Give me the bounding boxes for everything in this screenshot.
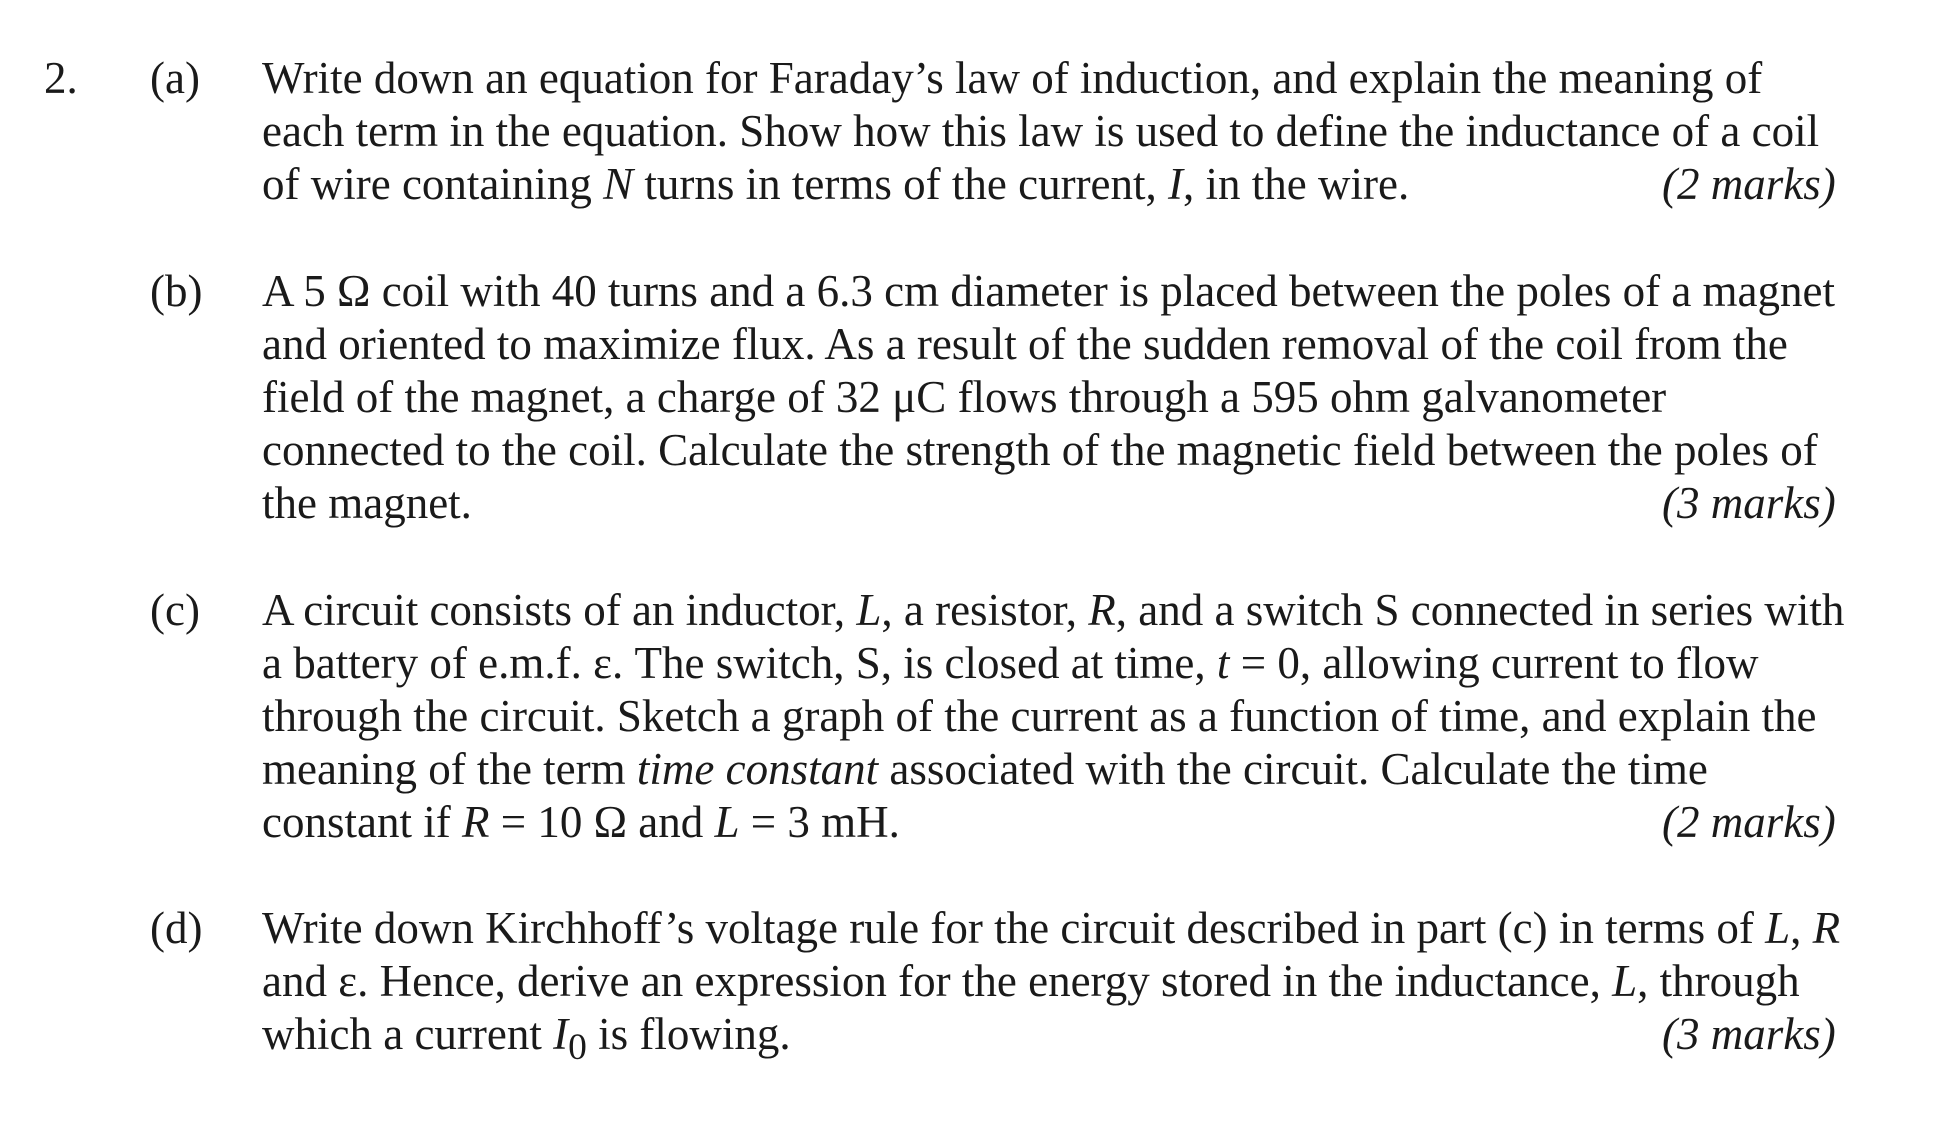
variable-L: L xyxy=(1612,956,1638,1006)
variable-R: R xyxy=(1812,903,1841,953)
part-c-text xyxy=(262,584,1912,849)
text-run: , xyxy=(1790,903,1813,953)
part-d-line-2 xyxy=(262,955,1912,1008)
text-run: Write down Kirchhoff’s voltage rule for the circuit described in part (c) in terms of xyxy=(262,903,1766,953)
part-c-line-1 xyxy=(262,584,1912,637)
part-d-label: (d) xyxy=(150,903,203,953)
text-run: , and a switch S connected in series with xyxy=(1115,585,1845,635)
text-run: associated with the circuit. Calculate the time xyxy=(878,744,1708,794)
text-run: = 10 Ω and xyxy=(489,797,715,847)
part-a-marks: (2 marks) xyxy=(1662,159,1836,209)
part-d-marks: (3 marks) xyxy=(1662,1009,1836,1059)
part-b-marks: (3 marks) xyxy=(1662,478,1836,528)
text-run: , through xyxy=(1637,956,1800,1006)
variable-L: L xyxy=(714,797,740,847)
part-d-text xyxy=(262,902,1912,1068)
part-a-line-3 xyxy=(262,158,1912,211)
variable-R: R xyxy=(1088,585,1116,635)
variable-N: N xyxy=(603,159,634,209)
part-a-line-2: each term in the equation. Show how this law is used to define the inductance of a coil xyxy=(262,106,1820,156)
part-a-line-1: Write down an equation for Faraday’s law of induction, and explain the meaning of xyxy=(262,53,1763,103)
variable-L: L xyxy=(856,585,882,635)
text-run: is flowing. xyxy=(586,1009,791,1059)
part-a-text xyxy=(262,52,1912,211)
text-run: = 3 mH. xyxy=(739,797,900,847)
text-run: , a resistor, xyxy=(881,585,1089,635)
part-c-line-2 xyxy=(262,637,1912,690)
part-c-line-4 xyxy=(262,743,1912,796)
part-b-line-5 xyxy=(262,477,1912,530)
text-run: constant if xyxy=(262,797,462,847)
variable-R: R xyxy=(461,797,490,847)
text-run: the magnet. xyxy=(262,478,472,528)
text-run: and ε. Hence, derive an expression for the energy stored in the inductance, xyxy=(262,956,1613,1006)
part-b-text xyxy=(262,265,1912,530)
text-run: which a current xyxy=(262,1009,554,1059)
part-c-line-5 xyxy=(262,796,1912,849)
part-d-line-3 xyxy=(262,1008,1912,1068)
question-number: 2. xyxy=(44,53,78,103)
variable-L: L xyxy=(1765,903,1791,953)
part-c-marks: (2 marks) xyxy=(1662,797,1836,847)
part-b-line-3: field of the magnet, a charge of 32 μC flows through a 595 ohm galvanometer xyxy=(262,372,1667,422)
text-run: meaning of the term xyxy=(262,744,637,794)
subscript-zero: 0 xyxy=(568,1027,587,1068)
part-c-line-3: through the circuit. Sketch a graph of the current as a function of time, and explain the xyxy=(262,691,1817,741)
text-run: A circuit consists of an inductor, xyxy=(262,585,857,635)
text-run: a battery of e.m.f. ε. The switch, S, is closed at time, xyxy=(262,638,1217,688)
text-run: = 0, allowing current to flow xyxy=(1229,638,1759,688)
text-run: turns in terms of the current, xyxy=(633,159,1169,209)
part-b-label: (b) xyxy=(150,266,203,316)
part-c-label: (c) xyxy=(150,585,200,635)
part-d-line-1 xyxy=(262,902,1912,955)
part-b-line-1: A 5 Ω coil with 40 turns and a 6.3 cm diameter is placed between the poles of a magnet xyxy=(262,266,1836,316)
part-a-label: (a) xyxy=(150,53,200,103)
part-b-line-2: and oriented to maximize flux. As a result of the sudden removal of the coil from the xyxy=(262,319,1788,369)
variable-I: I xyxy=(1168,159,1184,209)
part-b-line-4: connected to the coil. Calculate the strength of the magnetic field between the poles of xyxy=(262,425,1818,475)
text-run: of wire containing xyxy=(262,159,604,209)
variable-t: t xyxy=(1216,638,1230,688)
text-run: , in the wire. xyxy=(1183,159,1410,209)
term-time-constant: time constant xyxy=(636,744,879,794)
variable-I: I xyxy=(553,1009,569,1059)
